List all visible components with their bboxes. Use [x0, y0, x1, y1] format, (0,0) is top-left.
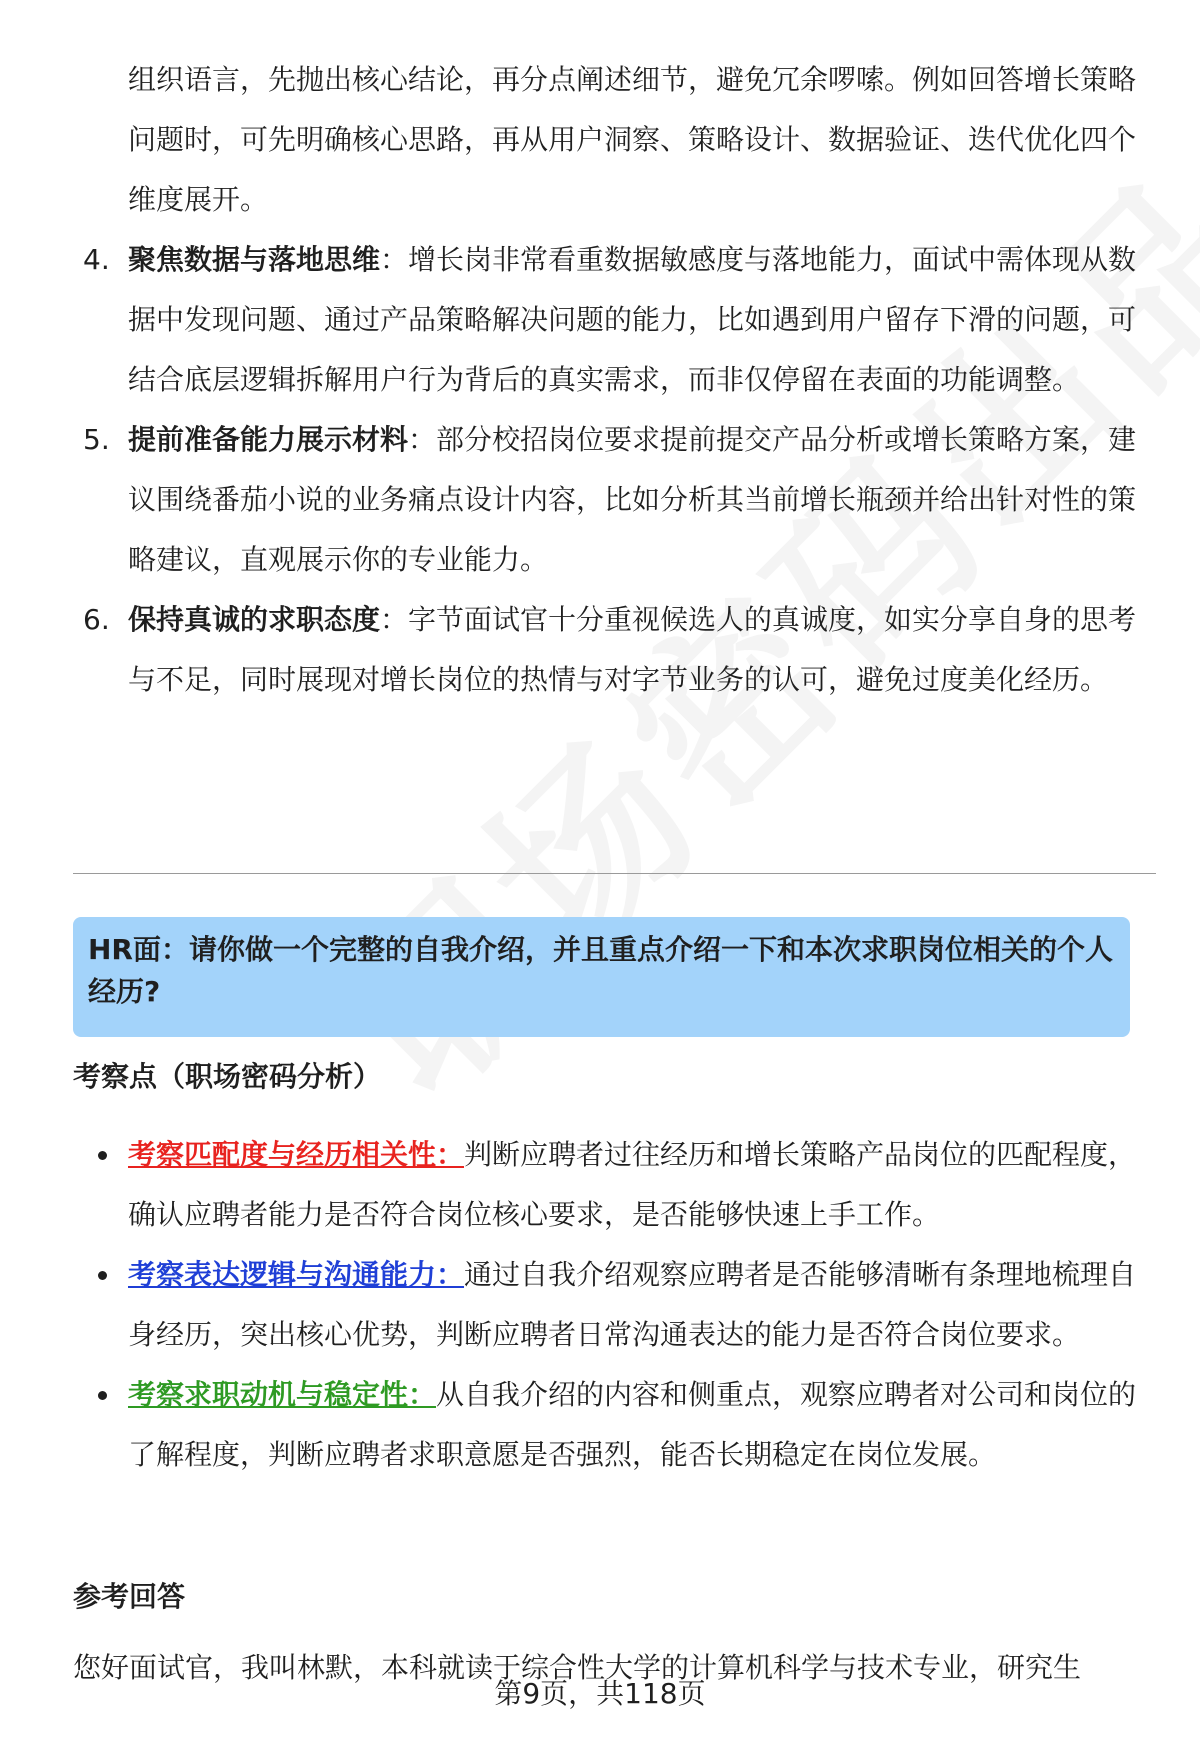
question-text: HR面：请你做一个完整的自我介绍，并且重点介绍一下和本次求职岗位相关的个人经历?	[88, 933, 1113, 1008]
continued-paragraph: 组织语言，先抛出核心结论，再分点阐述细节，避免冗余啰嗦。例如回答增长策略问题时，可先明确核心思路，再从用户洞察、策略设计、数据验证、迭代优化四个维度展开。	[128, 63, 1137, 216]
bullet-item	[0, 1245, 1143, 1365]
bullet-key: 考察求职动机与稳定性：	[128, 1378, 437, 1411]
list-item	[0, 410, 1143, 590]
answer-paragraph: 您好面试官，我叫林默，本科就读于综合性大学的计算机科学与技术专业，研究生	[73, 1651, 1082, 1684]
bullet-key: 考察表达逻辑与沟通能力：	[128, 1258, 465, 1291]
bullet-body: 从自我介绍的内容和侧重点，观察应聘者对公司和岗位的了解程度，判断应聘者求职意愿是否强烈，能否长期稳定在岗位发展。	[128, 1378, 1137, 1471]
list-item	[0, 230, 1143, 410]
answer-title: 参考回答	[73, 1580, 186, 1613]
list-number: 6.	[83, 603, 110, 636]
list-item-title: 保持真诚的求职态度	[128, 603, 381, 636]
analysis-list	[0, 1125, 1200, 1485]
bullet-dot	[98, 1391, 107, 1400]
question-box	[73, 917, 1130, 1037]
list-item-body: ：增长岗非常看重数据敏感度与落地能力，面试中需体现从数据中发现问题、通过产品策略解决问题的能力，比如遇到用户留存下滑的问题，可结合底层逻辑拆解用户行为背后的真实需求，而非仅停留在表面的功能调整。	[128, 243, 1137, 396]
bullet-dot	[98, 1151, 107, 1160]
bullet-item	[0, 1125, 1143, 1245]
list-number: 5.	[83, 423, 110, 456]
list-number: 4.	[83, 243, 110, 276]
analysis-title: 考察点（职场密码分析）	[73, 1060, 382, 1093]
tips-list	[0, 230, 1200, 710]
section-divider	[73, 873, 1156, 874]
list-item-title: 聚焦数据与落地思维	[128, 243, 381, 276]
bullet-key: 考察匹配度与经历相关性：	[128, 1138, 465, 1171]
bullet-body: 通过自我介绍观察应聘者是否能够清晰有条理地梳理自身经历，突出核心优势，判断应聘者日常沟通表达的能力是否符合岗位要求。	[128, 1258, 1137, 1351]
bullet-dot	[98, 1271, 107, 1280]
bullet-item	[0, 1365, 1143, 1485]
bullet-body: 判断应聘者过往经历和增长策略产品岗位的匹配程度，确认应聘者能力是否符合岗位核心要求，是否能够快速上手工作。	[128, 1138, 1137, 1231]
list-item	[0, 590, 1143, 710]
page-number: 第9页，共118页	[494, 1677, 706, 1710]
list-item-body: ：部分校招岗位要求提前提交产品分析或增长策略方案，建议围绕番茄小说的业务痛点设计内容，比如分析其当前增长瓶颈并给出针对性的策略建议，直观展示你的专业能力。	[128, 423, 1137, 576]
list-item-title: 提前准备能力展示材料	[128, 423, 409, 456]
list-item-body: ：字节面试官十分重视候选人的真诚度，如实分享自身的思考与不足，同时展现对增长岗位的热情与对字节业务的认可，避免过度美化经历。	[128, 603, 1137, 696]
